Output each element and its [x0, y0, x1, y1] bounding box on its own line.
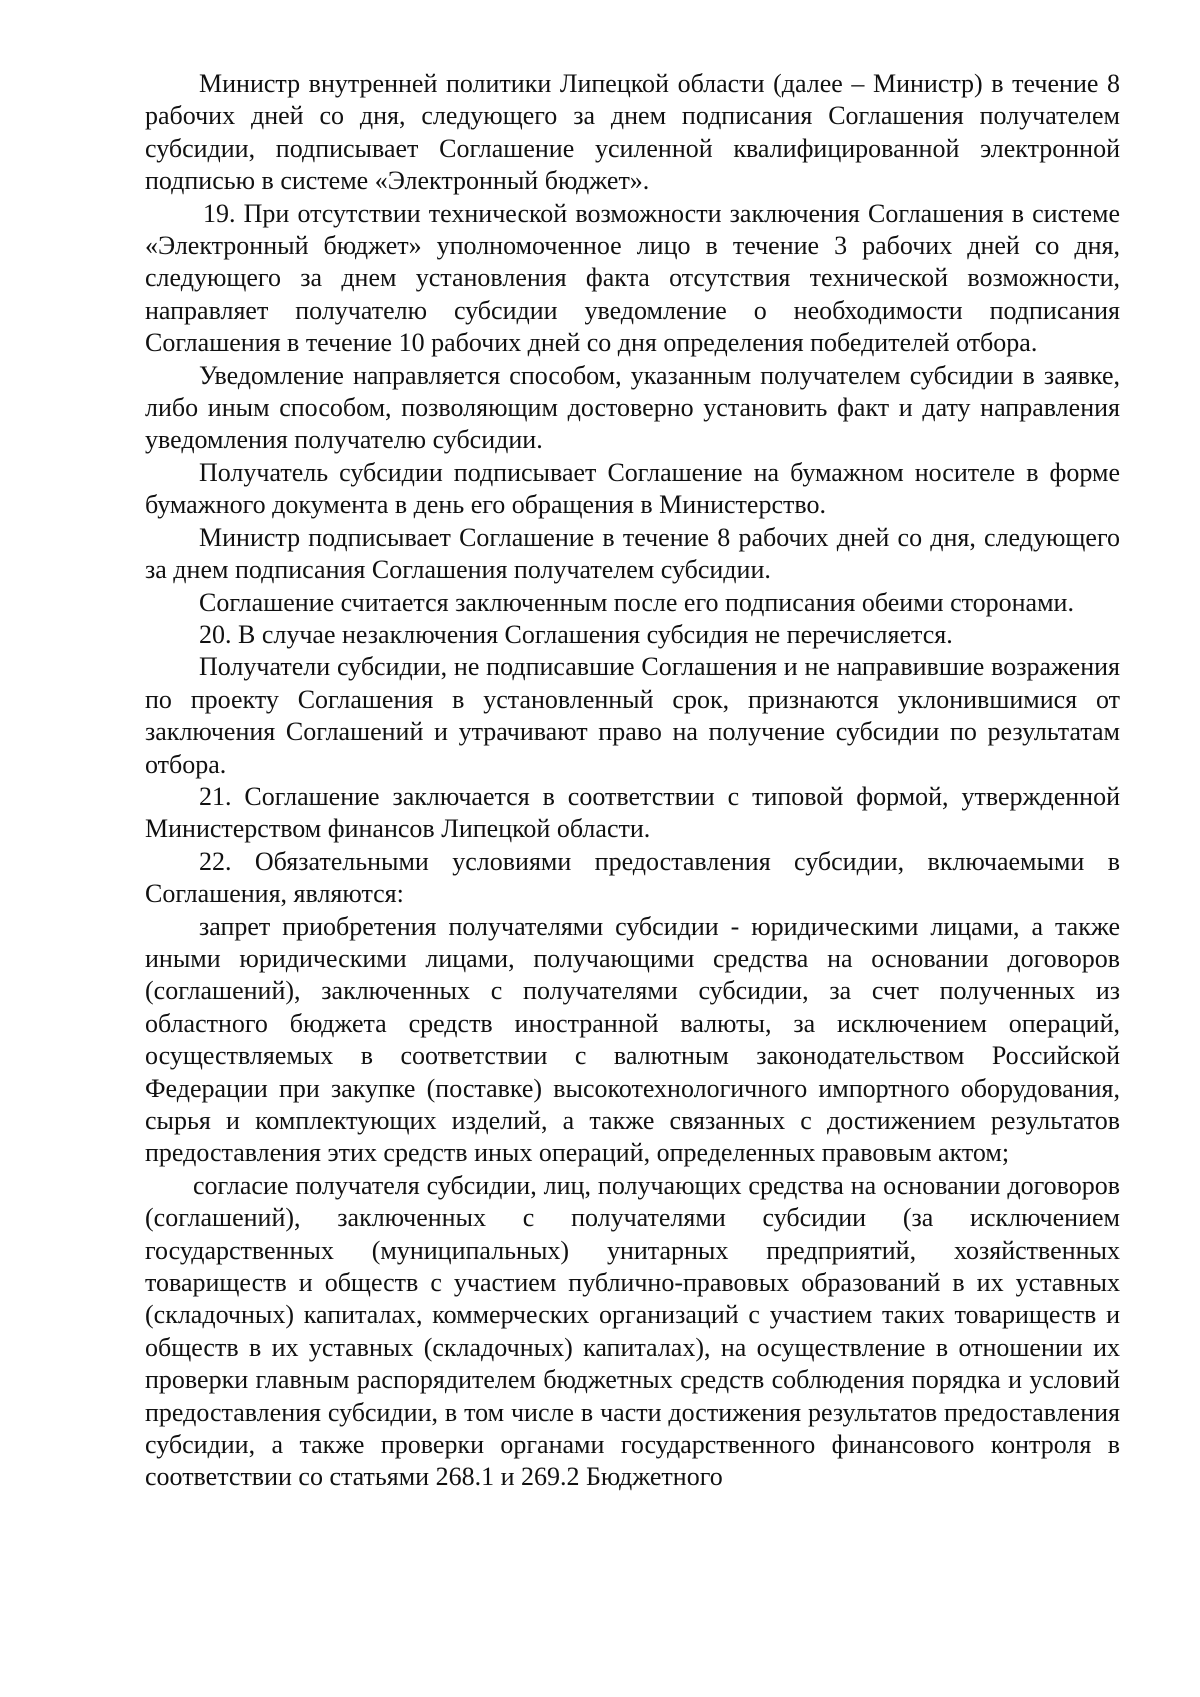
paragraph-minister-paper-signing: Министр подписывает Соглашение в течение 8 рабочих дней со дня, следующего за днем подписания Соглашения получателем субсидии. — [145, 522, 1120, 585]
paragraph-minister-signature: Министр внутренней политики Липецкой области (далее – Министр) в течение 8 рабочих дней со дня, следующего за днем подписания Соглашения получателем субсидии, подписывает Соглашение усиленной квалифицированной электронной подписью в системе «Электронный бюджет». — [145, 69, 1120, 196]
paragraph-currency-ban: запрет приобретения получателями субсидии - юридическими лицами, а также иными юридическими лицами, получающими средства на основании договоров (соглашений), заключенных с получателями субсидии, за счет полученных из областного бюджета средств иностранной валюты, за исключением операций, осуществляемых в соответствии с валютным законодательством Российской Федерации при закупке (поставке) высокотехнологичного импортного оборудования, сырья и комплектующих изделий, а также связанных с достижением результатов предоставления этих средств иных операций, определенных правовым актом; — [145, 911, 1120, 1168]
document-page — [145, 68, 1120, 1494]
paragraph-20: 20. В случае незаключения Соглашения субсидия не перечисляется. — [199, 619, 953, 649]
paragraph-22: 22. Обязательными условиями предоставления субсидии, включаемыми в Соглашения, являются: — [145, 846, 1120, 909]
paragraph-agreement-concluded: Соглашение считается заключенным после его подписания обеими сторонами. — [199, 587, 1074, 617]
paragraph-21: 21. Соглашение заключается в соответствии с типовой формой, утвержденной Министерством финансов Липецкой области. — [145, 781, 1120, 844]
paragraph-19: 19. При отсутствии технической возможности заключения Соглашения в системе «Электронный бюджет» уполномоченное лицо в течение 3 рабочих дней со дня, следующего за днем установления факта отсутствия технической возможности, направляет получателю субсидии уведомление о необходимости подписания Соглашения в течение 10 рабочих дней со дня определения победителей отбора. — [145, 198, 1120, 358]
paragraph-evasion: Получатели субсидии, не подписавшие Соглашения и не направившие возражения по проекту Соглашения в установленный срок, признаются уклонившимися от заключения Соглашений и утрачивают право на получение субсидии по результатам отбора. — [145, 652, 1120, 779]
paragraph-paper-signing: Получатель субсидии подписывает Соглашение на бумажном носителе в форме бумажного документа в день его обращения в Министерство. — [145, 457, 1120, 520]
paragraph-notification-method: Уведомление направляется способом, указанным получателем субсидии в заявке, либо иным способом, позволяющим достоверно установить факт и дату направления уведомления получателю субсидии. — [145, 360, 1120, 455]
paragraph-consent-to-audit: согласие получателя субсидии, лиц, получающих средства на основании договоров (соглашений), заключенных с получателями субсидии (за исключением государственных (муниципальных) унитарных предприятий, хозяйственных товариществ и обществ с участием публично-правовых образований в их уставных (складочных) капиталах, коммерческих организаций с участием таких товариществ и обществ в их уставных (складочных) капиталах), на осуществление в отношении их проверки главным распорядителем бюджетных средств соблюдения порядка и условий предоставления субсидии, в том числе в части достижения результатов предоставления субсидии, а также проверки органами государственного финансового контроля в соответствии со статьями 268.1 и 269.2 Бюджетного — [145, 1170, 1120, 1492]
